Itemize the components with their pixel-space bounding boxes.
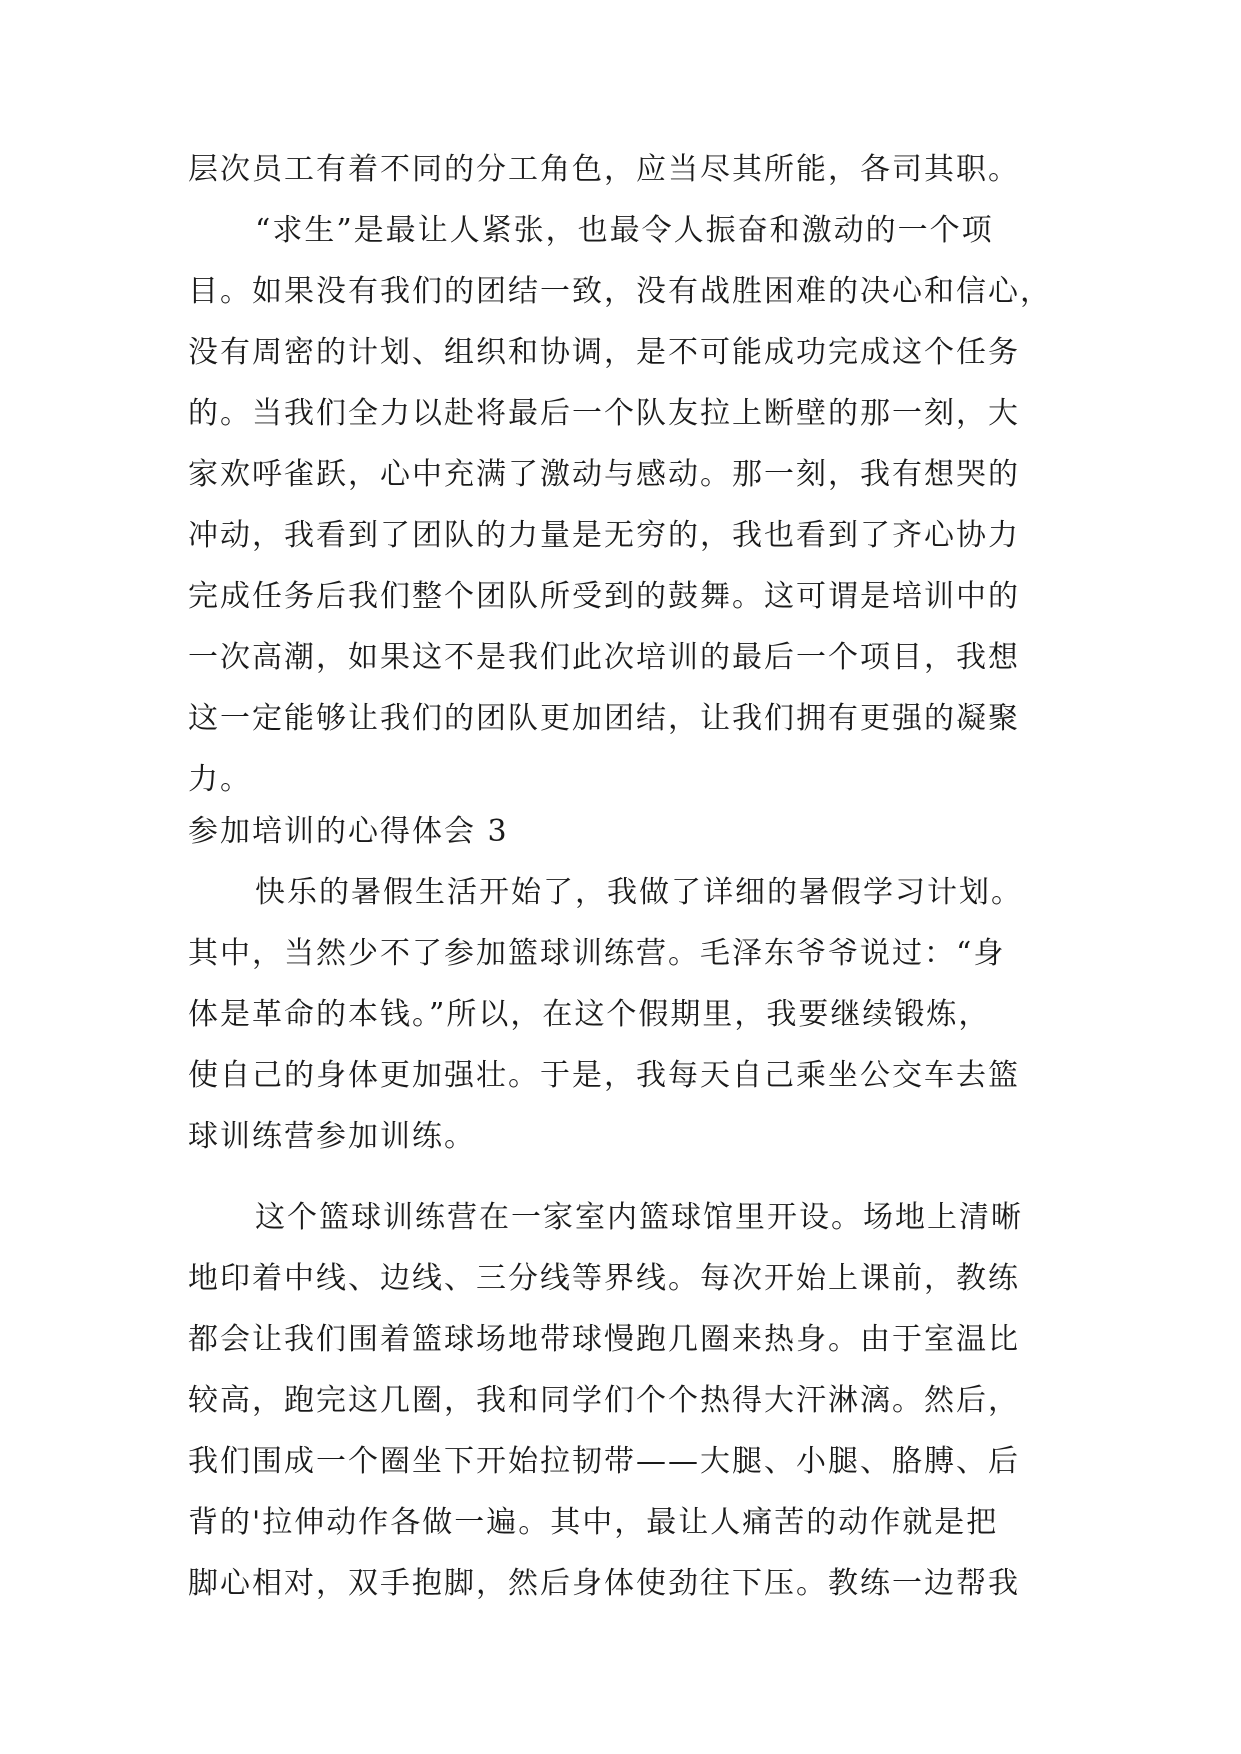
text-line: 一次高潮，如果这不是我们此次培训的最后一个项目，我想 xyxy=(188,640,1020,675)
text-line: 目。如果没有我们的团结一致，没有战胜困难的决心和信心， xyxy=(188,274,1052,309)
text-line: 都会让我们围着篮球场地带球慢跑几圈来热身。由于室温比 xyxy=(188,1322,1020,1357)
text-line: 背的'拉伸动作各做一遍。其中，最让人痛苦的动作就是把 xyxy=(188,1505,999,1540)
text-line: 家欢呼雀跃，心中充满了激动与感动。那一刻，我有想哭的 xyxy=(188,457,1020,492)
text-line: 力。 xyxy=(188,762,252,797)
text-line: 的。当我们全力以赴将最后一个队友拉上断壁的那一刻，大 xyxy=(188,396,1020,431)
text-line: 完成任务后我们整个团队所受到的鼓舞。这可谓是培训中的 xyxy=(188,579,1020,614)
text-line: 球训练营参加训练。 xyxy=(188,1119,476,1154)
text-line: 脚心相对，双手抱脚，然后身体使劲往下压。教练一边帮我 xyxy=(188,1566,1020,1601)
text-line: 其中，当然少不了参加篮球训练营。毛泽东爷爷说过：“身 xyxy=(188,936,1006,971)
text-line: “求生”是最让人紧张，也最令人振奋和激动的一个项 xyxy=(255,213,994,248)
text-line: 较高，跑完这几圈，我和同学们个个热得大汗淋漓。然后， xyxy=(188,1383,1020,1418)
text-line: 地印着中线、边线、三分线等界线。每次开始上课前，教练 xyxy=(188,1261,1020,1296)
text-line: 体是革命的本钱。”所以，在这个假期里，我要继续锻炼， xyxy=(188,997,991,1032)
text-line: 我们围成一个圈坐下开始拉韧带——大腿、小腿、胳膊、后 xyxy=(188,1444,1020,1479)
text-line: 这个篮球训练营在一家室内篮球馆里开设。场地上清晰 xyxy=(255,1200,1023,1235)
section-heading: 参加培训的心得体会 3 xyxy=(188,814,509,849)
text-line: 这一定能够让我们的团队更加团结，让我们拥有更强的凝聚 xyxy=(188,701,1020,736)
text-line: 没有周密的计划、组织和协调，是不可能成功完成这个任务 xyxy=(188,335,1020,370)
text-line: 冲动，我看到了团队的力量是无穷的，我也看到了齐心协力 xyxy=(188,518,1020,553)
text-line: 层次员工有着不同的分工角色，应当尽其所能，各司其职。 xyxy=(188,152,1020,187)
text-line: 使自己的身体更加强壮。于是，我每天自己乘坐公交车去篮 xyxy=(188,1058,1020,1093)
text-line: 快乐的暑假生活开始了，我做了详细的暑假学习计划。 xyxy=(255,875,1023,910)
